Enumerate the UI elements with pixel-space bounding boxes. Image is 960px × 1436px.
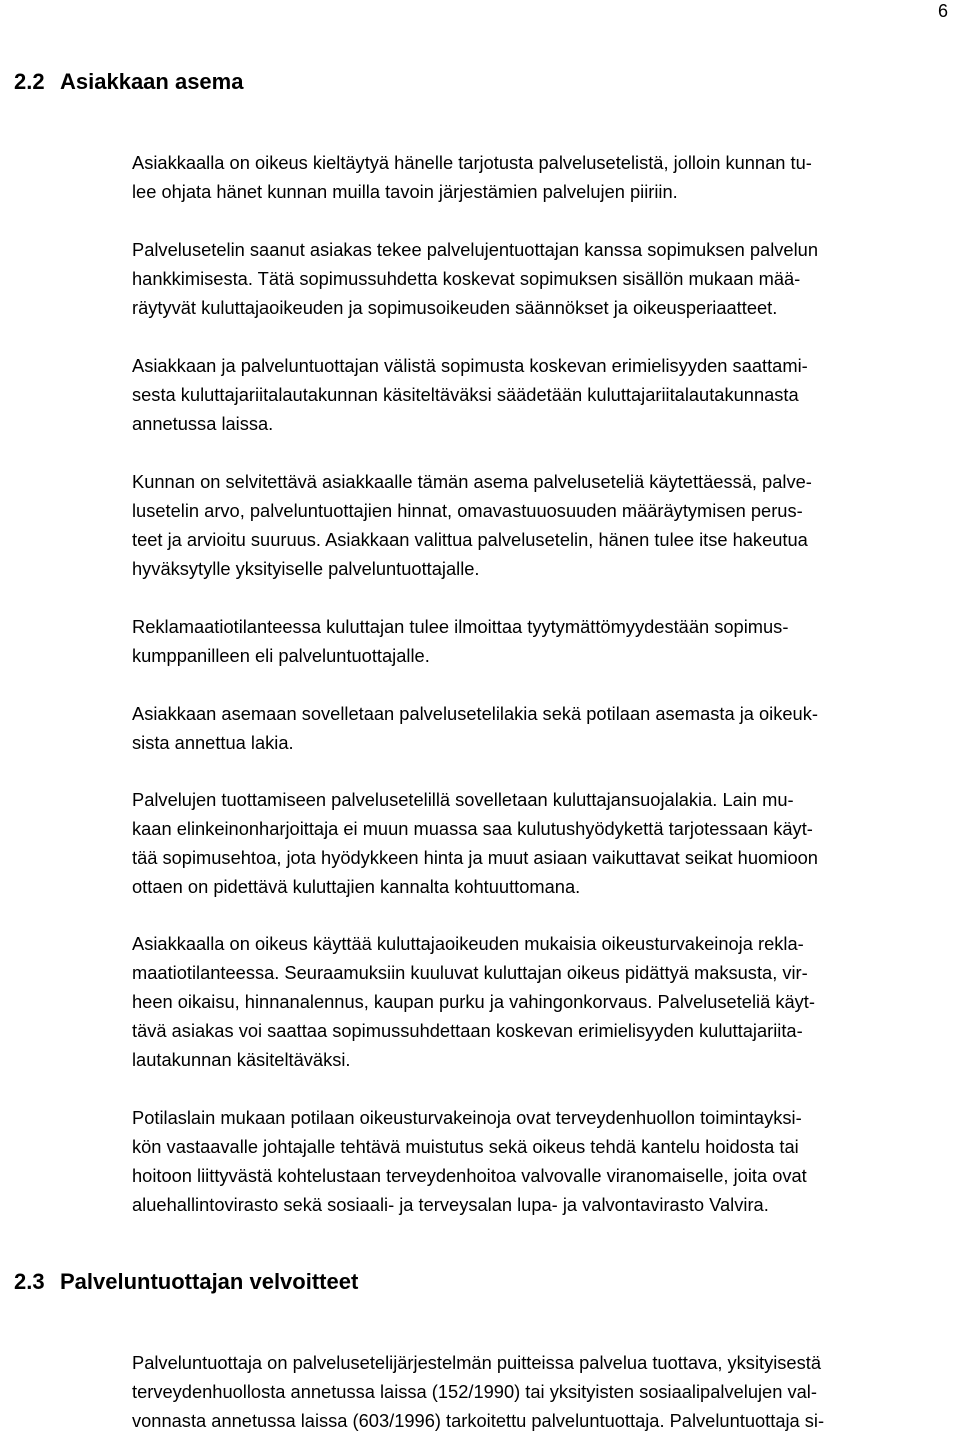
paragraph [132,699,954,757]
text-line: tävä asiakas voi saattaa sopimussuhdettaan koskevan erimielisyyden kuluttajariita- [132,1020,803,1041]
text-line: maatiotilanteessa. Seuraamuksiin kuuluvat kuluttajan oikeus pidättyä maksusta, vir- [132,962,808,983]
text-line: hyväksytylle yksityiselle palveluntuottajalle. [132,558,480,579]
text-line: ottaen on pidettävä kuluttajien kannalta kohtuuttomana. [132,876,581,897]
text-line: sesta kuluttajariitalautakunnan käsiteltäväksi säädetään kuluttajariitalautakunnasta [132,384,799,405]
text-line: terveydenhuollosta annetussa laissa (152/1990) tai yksityisten sosiaalipalvelujen val- [132,1381,817,1402]
paragraph [132,612,954,670]
text-line: kumppanilleen eli palveluntuottajalle. [132,645,430,666]
paragraph [132,1348,954,1435]
text-line: Reklamaatiotilanteessa kuluttajan tulee ilmoittaa tyytymättömyydestään sopimus- [132,616,789,637]
text-line: Palveluntuottaja on palvelusetelijärjestelmän puitteissa palvelua tuottava, yksityisestä [132,1352,821,1373]
text-line: aluehallintovirasto sekä sosiaali- ja terveysalan lupa- ja valvontavirasto Valvira. [132,1194,769,1215]
page-number: 6 [937,1,948,21]
text-line: tää sopimusehtoa, jota hyödykkeen hinta ja muut asiaan vaikuttavat seikat huomioon [132,847,818,868]
section-heading [14,68,243,96]
text-line: lusetelin arvo, palveluntuottajien hinnat, omavastuuosuuden määräytymisen perus- [132,500,803,521]
text-line: Potilaslain mukaan potilaan oikeusturvakeinoja ovat terveydenhuollon toimintayksi- [132,1107,802,1128]
text-line: teet ja arvioitu suuruus. Asiakkaan valittua palvelusetelin, hänen tulee itse hakeutua [132,529,808,550]
text-line: hoitoon liittyvästä kohtelustaan terveydenhoitoa valvovalle viranomaiselle, joita ovat [132,1165,807,1186]
text-line: vonnasta annetussa laissa (603/1996) tarkoitettu palveluntuottaja. Palveluntuottaja si- [132,1410,825,1431]
text-line: lautakunnan käsiteltäväksi. [132,1049,351,1070]
text-line: heen oikaisu, hinnanalennus, kaupan purku ja vahingonkorvaus. Palveluseteliä käyt- [132,991,815,1012]
paragraph [132,351,954,438]
text-line: hankkimisesta. Tätä sopimussuhdetta koskevat sopimuksen sisällön mukaan mää- [132,268,801,289]
section-number: 2.3 [14,1269,45,1294]
paragraph [132,467,954,583]
section-title: Asiakkaan asema [60,69,244,94]
paragraph [132,785,954,901]
section-heading [14,1268,358,1296]
text-line: Palvelujen tuottamiseen palvelusetelillä sovelletaan kuluttajansuojalakia. Lain mu- [132,789,794,810]
text-line: Kunnan on selvitettävä asiakkaalle tämän asema palveluseteliä käytettäessä, palve- [132,471,812,492]
text-line: Palvelusetelin saanut asiakas tekee palvelujentuottajan kanssa sopimuksen palvelun [132,239,818,260]
text-line: Asiakkaalla on oikeus käyttää kuluttajaoikeuden mukaisia oikeusturvakeinoja rekla- [132,933,804,954]
text-line: Asiakkaan ja palveluntuottajan välistä sopimusta koskevan erimielisyyden saattami- [132,355,808,376]
text-line: lee ohjata hänet kunnan muilla tavoin järjestämien palvelujen piiriin. [132,181,678,202]
section-title: Palveluntuottajan velvoitteet [60,1269,359,1294]
paragraph [132,235,954,322]
text-line: Asiakkaan asemaan sovelletaan palvelusetelilakia sekä potilaan asemasta ja oikeuk- [132,703,818,724]
section-number: 2.2 [14,69,45,94]
text-line: räytyvät kuluttajaoikeuden ja sopimusoikeuden säännökset ja oikeusperiaatteet. [132,297,778,318]
paragraph [132,148,954,206]
text-line: kaan elinkeinonharjoittaja ei muun muassa saa kulutushyödykettä tarjotessaan käyt- [132,818,813,839]
paragraph [132,1103,954,1219]
text-line: annetussa laissa. [132,413,274,434]
paragraph [132,929,954,1074]
text-line: Asiakkaalla on oikeus kieltäytyä hänelle tarjotusta palvelusetelistä, jolloin kunnan tu- [132,152,812,173]
text-line: kön vastaavalle johtajalle tehtävä muistutus sekä oikeus tehdä kantelu hoidosta tai [132,1136,799,1157]
text-line: sista annettua lakia. [132,732,294,753]
